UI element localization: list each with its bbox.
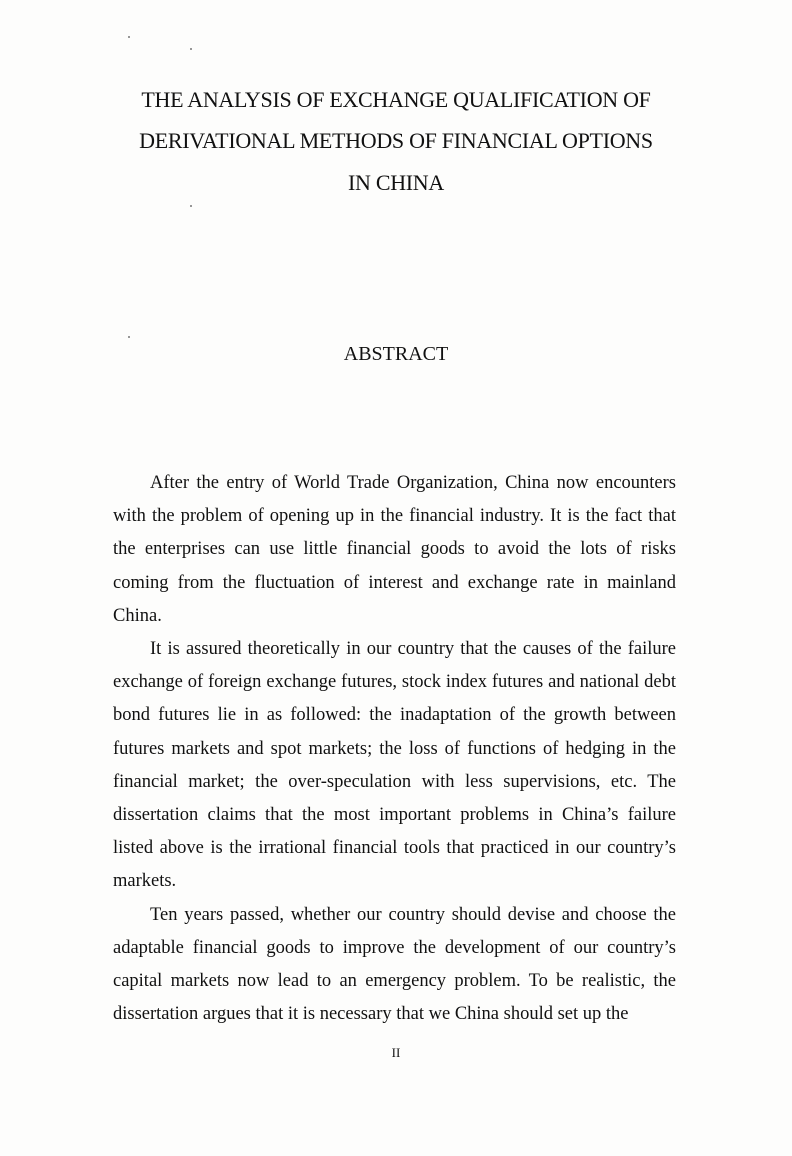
page-number: II [391,1045,401,1060]
paragraph-2: It is assured theoretically in our country that the causes of the failure exchange of foreign exchange futures, stock index futures and national debt bond futures lie in as followed: the inadaptation of the growth between futures markets and spot markets; the loss of functions of hedging in the financial market; the over-speculation with less supervisions, etc. The dissertation claims that the most important problems in China’s failure listed above is the irrational financial tools that practiced in our country’s markets. [113,639,676,892]
title-line-3: IN CHINA [348,170,444,195]
abstract-body [113,467,676,1031]
paragraph-3: Ten years passed, whether our country should devise and choose the adaptable financial goods to improve the development of our country’s capital markets now lead to an emergency problem. To be realistic, the dissertation argues that it is necessary that we China should set up the [113,904,676,1025]
scan-speck [190,205,192,207]
title-line-1: THE ANALYSIS OF EXCHANGE QUALIFICATION OF [141,87,651,112]
scan-speck [190,48,192,50]
abstract-heading: ABSTRACT [343,343,449,365]
paragraph-1: After the entry of World Trade Organization, China now encounters with the problem of opening up in the financial industry. It is the fact that the enterprises can use little financial goods to avoid the lots of risks coming from the fluctuation of interest and exchange rate in mainland China. [113,473,676,626]
title-line-2: DERIVATIONAL METHODS OF FINANCIAL OPTIONS [139,128,653,153]
scan-speck [128,36,130,38]
scan-speck [128,336,130,338]
